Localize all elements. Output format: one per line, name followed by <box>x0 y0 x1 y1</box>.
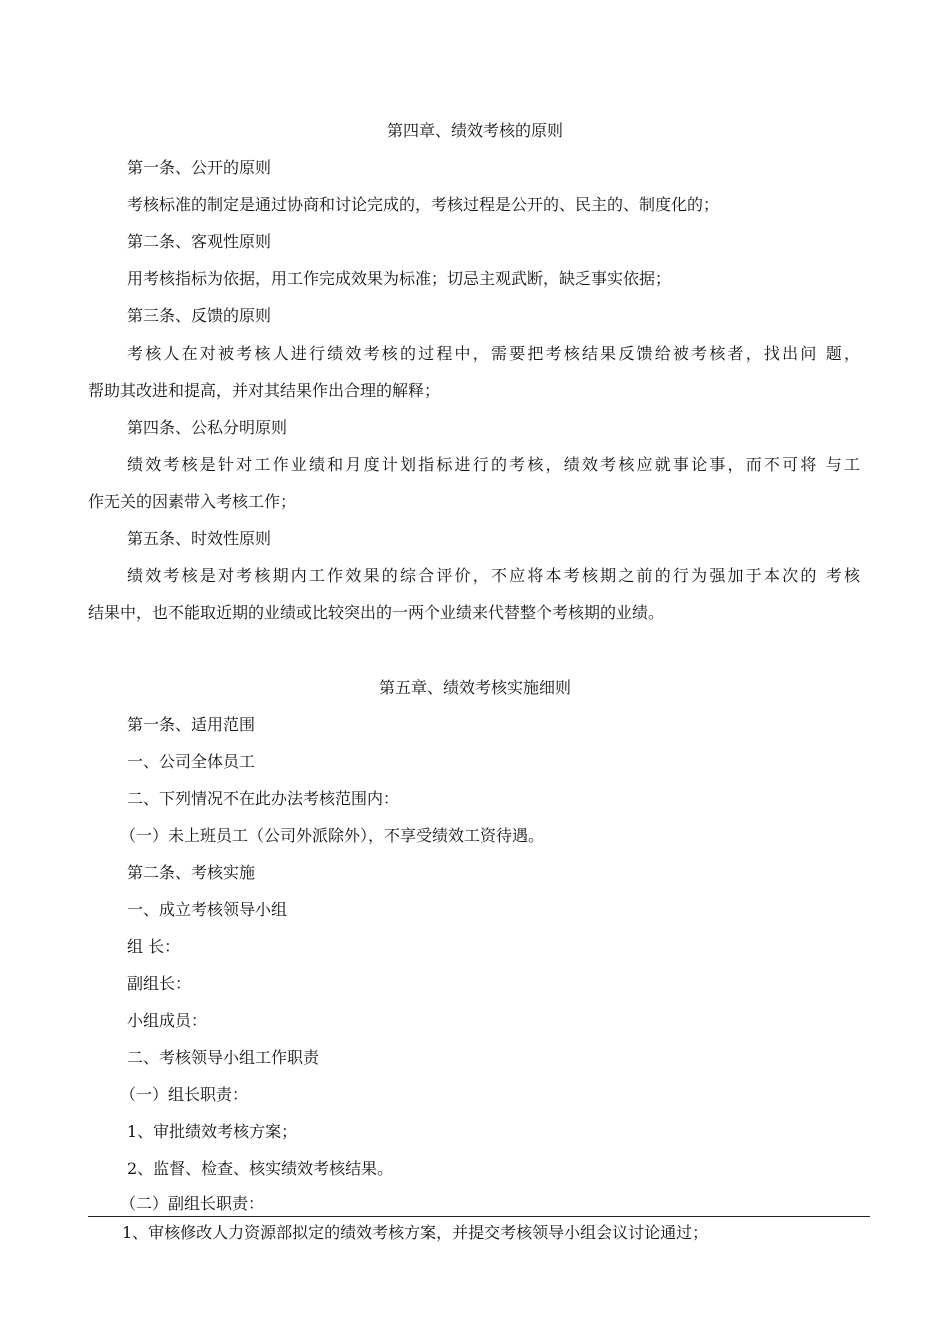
group-members-field: 小组成员： <box>127 1011 208 1030</box>
page-divider <box>88 1216 870 1217</box>
ch4-article-4-body-line-1: 绩效考核是针对工作业绩和月度计划指标进行的考核，绩效考核应就事论事，而不可将 与工 <box>127 455 860 474</box>
ch4-article-3-title: 第三条、反馈的原则 <box>127 306 272 325</box>
chapter-4-title: 第四章、绩效考核的原则 <box>386 121 563 140</box>
ch4-article-5-body-line-2: 结果中，也不能取近期的业绩或比较突出的一两个业绩来代替整个考核期的业绩。 <box>88 603 665 622</box>
ch4-article-3-body-line-1: 考核人在对被考核人进行绩效考核的过程中，需要把考核结果反馈给被考核者，找出问 题， <box>127 344 860 363</box>
ch5-scope-item-2-1: （一）未上班员工（公司外派除外），不享受绩效工资待遇。 <box>120 826 545 845</box>
ch5-article-1-title: 第一条、适用范围 <box>127 715 256 734</box>
ch4-article-5-title: 第五条、时效性原则 <box>127 529 272 548</box>
ch4-article-5-body-line-1: 绩效考核是对考核期内工作效果的综合评价，不应将本考核期之前的行为强加于本次的 考核 <box>127 566 860 585</box>
leader-field: 组 长： <box>127 937 181 956</box>
deputy-duty-1: 1、审核修改人力资源部拟定的绩效考核方案，并提交考核领导小组会议讨论通过； <box>122 1223 709 1242</box>
ch4-article-2-body: 用考核指标为依据，用工作完成效果为标准；切忌主观武断，缺乏事实依据； <box>127 269 672 288</box>
ch5-scope-item-2: 二、下列情况不在此办法考核范围内： <box>127 789 400 808</box>
chapter-5-title: 第五章、绩效考核实施细则 <box>378 678 571 697</box>
ch4-article-1-title: 第一条、公开的原则 <box>127 158 272 177</box>
ch5-impl-item-2: 二、考核领导小组工作职责 <box>127 1048 320 1067</box>
ch4-article-1-body: 考核标准的制定是通过协商和讨论完成的，考核过程是公开的、民主的、制度化的； <box>127 195 720 214</box>
ch4-article-4-title: 第四条、公私分明原则 <box>127 418 288 437</box>
ch5-article-2-title: 第二条、考核实施 <box>127 863 256 882</box>
deputy-leader-field: 副组长： <box>127 974 192 993</box>
ch5-scope-item-1: 一、公司全体员工 <box>127 752 256 771</box>
ch5-impl-item-1: 一、成立考核领导小组 <box>127 900 288 919</box>
leader-duty-2: 2、监督、检查、核实绩效考核结果。 <box>127 1159 394 1178</box>
ch4-article-4-body-line-2: 作无关的因素带入考核工作； <box>88 492 297 511</box>
deputy-duties-title: （二）副组长职责： <box>120 1194 265 1213</box>
ch4-article-2-title: 第二条、客观性原则 <box>127 232 272 251</box>
leader-duty-1: 1、审批绩效考核方案； <box>127 1122 298 1141</box>
ch4-article-3-body-line-2: 帮助其改进和提高，并对其结果作出合理的解释； <box>88 381 441 400</box>
leader-duties-title: （一）组长职责： <box>120 1085 249 1104</box>
